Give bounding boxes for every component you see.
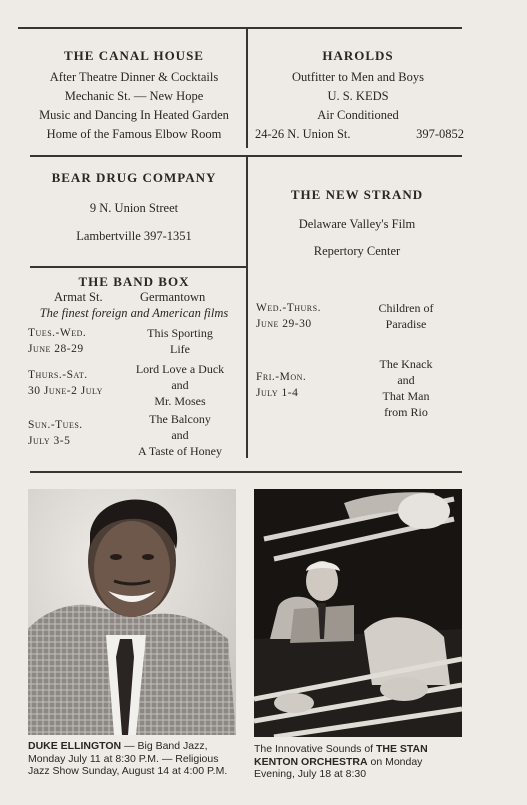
bandbox-date-2: Thurs.-Sat. 30 June-2 July bbox=[28, 369, 103, 397]
rule-bandbox bbox=[30, 266, 246, 268]
harolds-title: HAROLDS bbox=[322, 48, 394, 63]
bandbox-date-1: Tues.-Wed. June 28-29 bbox=[28, 327, 87, 355]
harolds-phone: 397-0852 bbox=[416, 127, 464, 141]
bear-drug-phone: Lambertville 397-1351 bbox=[76, 229, 192, 243]
strand-film-2: The Knack and That Man from Rio bbox=[379, 357, 433, 419]
bandbox-film-2: Lord Love a Duck and Mr. Moses bbox=[135, 362, 225, 408]
ellington-photo bbox=[28, 489, 236, 735]
canal-house-lines: After Theatre Dinner & Cocktails Mechanic St. — New Hope Music and Dancing In Heated Garden Home of the Famous Elbow Room bbox=[39, 70, 229, 141]
canal-house-ad bbox=[22, 48, 246, 144]
rule-bottom bbox=[30, 471, 462, 473]
new-strand-ad: THE NEW STRAND Delaware Valley's Film Repertory Center bbox=[250, 187, 464, 259]
strand-date-1: Wed.-Thurs. June 29-30 bbox=[256, 302, 321, 330]
bear-drug-ad bbox=[22, 170, 246, 244]
kenton-name: THE STAN KENTON ORCHESTRA bbox=[254, 743, 428, 768]
canal-house-title: THE CANAL HOUSE bbox=[64, 48, 204, 63]
bear-drug-address: 9 N. Union Street bbox=[89, 201, 179, 215]
top-rule bbox=[18, 27, 462, 29]
band-box-title: THE BAND BOX bbox=[78, 274, 190, 289]
bandbox-film-3: The Balcony and A Taste of Honey bbox=[138, 412, 222, 458]
divider-middle bbox=[246, 156, 248, 458]
divider-top bbox=[246, 28, 248, 148]
harolds-ad: HAROLDS Outfitter to Men and Boys U. S. KEDS Air Conditioned 24-26 N. Union St. 397-0852 bbox=[250, 48, 466, 144]
bandbox-date-3: Sun.-Tues. July 3-5 bbox=[28, 419, 83, 447]
band-box-ad bbox=[22, 274, 246, 321]
band-box-town: Germantown bbox=[140, 290, 206, 304]
strand-film-1: Children of Paradise bbox=[378, 301, 434, 331]
band-box-tagline: The finest foreign and American films bbox=[39, 306, 229, 320]
strand-date-2: Fri.-Mon. July 1-4 bbox=[256, 371, 307, 399]
kenton-photo bbox=[254, 489, 462, 737]
kenton-caption: The Innovative Sounds of THE STAN KENTON ORCHESTRA on Monday Evening, July 18 at 8:30 bbox=[254, 743, 428, 780]
new-strand-title: THE NEW STRAND bbox=[290, 187, 424, 202]
bandbox-film-1: This Sporting Life bbox=[147, 326, 213, 356]
ellington-caption: DUKE ELLINGTON — Big Band Jazz, Monday July 11 at 8:30 P.M. — Religious Jazz Show Sunday, August 14 at 4:00 P.M. bbox=[28, 740, 228, 777]
bear-drug-title: BEAR DRUG COMPANY bbox=[51, 170, 217, 185]
harolds-address: 24-26 N. Union St. bbox=[255, 127, 351, 141]
band-box-street: Armat St. bbox=[54, 290, 103, 304]
ellington-name: DUKE ELLINGTON bbox=[28, 740, 122, 752]
